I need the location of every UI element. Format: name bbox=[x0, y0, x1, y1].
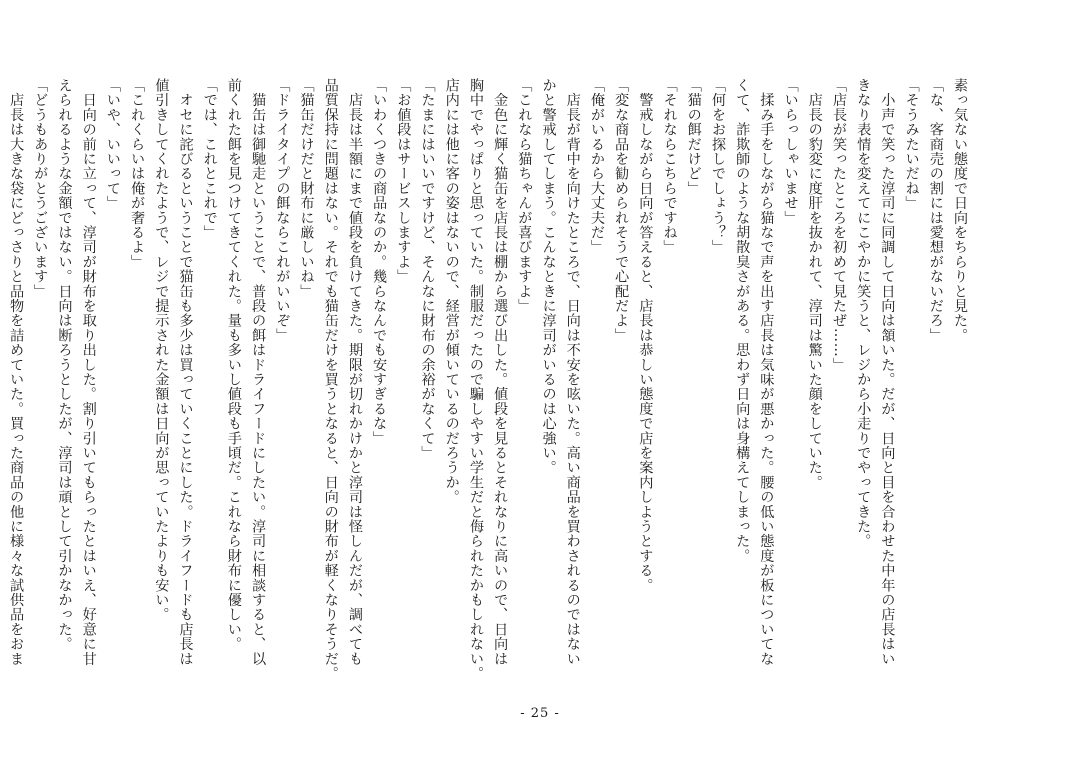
text-line: 「それならこちらですね」 bbox=[661, 78, 678, 255]
text-line: 「猫の餌だけど」 bbox=[685, 78, 702, 196]
text-line: 小声で笑った淳司に同調して日向は頷いた。だが、日向と目を合わせた中年の店長はい bbox=[879, 78, 896, 666]
text-line: 店内には他に客の姿はないので、経営が傾いているのだろうか。 bbox=[443, 78, 460, 505]
text-line: 日向の前に立って、淳司が財布を取り出した。割り引いてもらったとはいえ、好意に甘 bbox=[80, 78, 97, 666]
text-line: くて、詐欺師のような胡散臭さがある。思わず日向は身構えてしまった。 bbox=[734, 78, 751, 564]
text-line: 店長は大きな袋にどっさりと品物を詰めていた。買った商品の他に様々な試供品をおま bbox=[8, 78, 25, 666]
text-line: 店長の豹変に度肝を抜かれて、淳司は驚いた顔をしていた。 bbox=[806, 78, 823, 490]
text-line: 「お値段はサービスしますよ」 bbox=[395, 78, 412, 284]
text-line: 「変な商品を勧められそうで心配だよ」 bbox=[613, 78, 630, 343]
text-line: 「たまにはいいですけど、そんなに財布の余裕がなくて」 bbox=[419, 78, 436, 461]
text-line: 値引きしてくれたようで、レジで提示された金額は日向が思っていたよりも安い。 bbox=[153, 78, 170, 622]
text-line: 胸中でやっぱりと思っていた。制服だったので騙しやすい学生だと侮られたかもしれない。 bbox=[467, 78, 484, 681]
text-line: 素っ気ない態度で日向をちらりと見た。 bbox=[952, 78, 968, 343]
text-line: 前くれた餌を見つけてきてくれた。量も多いし値段も手頃だ。これなら財布に優しい。 bbox=[225, 78, 242, 652]
page-number: - 25 - bbox=[520, 706, 560, 721]
text-line: 「これくらいは俺が奢るよ」 bbox=[129, 78, 146, 270]
text-line: 店長は半額にまで値段を負けてきた。期限が切れかけかと淳司は怪しんだが、調べても bbox=[346, 78, 363, 666]
text-line: 「店長が笑ったところを初めて見たぜ……」 bbox=[830, 78, 847, 372]
text-line: 「猫缶だけだと財布に厳しいね」 bbox=[298, 78, 315, 299]
text-line: 警戒しながら日向が答えると、店長は恭しい態度で店を案内しようとする。 bbox=[637, 78, 654, 593]
text-line: 「では、これとこれで」 bbox=[201, 78, 218, 240]
text-line: 「いらっしゃいませ」 bbox=[782, 78, 799, 225]
text-line: えられるような金額ではない。日向は断ろうとしたが、淳司は頑として引かなかった。 bbox=[56, 78, 73, 652]
text-line: 揉み手をしながら猫なで声を出す店長は気味が悪かった。腰の低い態度が板についてな bbox=[758, 78, 775, 666]
text-line: 「そうみたいだね」 bbox=[903, 78, 920, 211]
text-line: 「ドライタイプの餌ならこれがいいぞ」 bbox=[274, 78, 291, 343]
text-line: 「何をお探しでしょう？」 bbox=[709, 78, 726, 255]
text-line: 店長が背中を向けたところで、日向は不安を呟いた。高い商品を買わされるのではない bbox=[564, 78, 581, 666]
text-line: 「これなら猫ちゃんが喜びますよ」 bbox=[516, 78, 533, 314]
text-line: 「俺がいるから大丈夫だ」 bbox=[588, 78, 605, 255]
text-line: 「どうもありがとうございます」 bbox=[32, 78, 49, 299]
body-text bbox=[8, 78, 972, 706]
text-line: オセに詫びるということで猫缶も多少は買っていくことにした。ドライフードも店長は bbox=[177, 78, 194, 666]
text-line: 「いわくつきの商品なのか。幾らなんでも安すぎるな」 bbox=[371, 78, 388, 446]
text-line: きなり表情を変えてにこやかに笑うと、レジから小走りでやってきた。 bbox=[855, 78, 872, 549]
text-line: 「いや、いいって」 bbox=[104, 78, 121, 211]
text-line: 「な、客商売の割には愛想がないだろ」 bbox=[927, 78, 944, 343]
text-line: 猫缶は御馳走ということで、普段の餌はドライフードにしたい。淳司に相談すると、以 bbox=[250, 78, 267, 666]
text-line: 品質保持に問題はない。それでも猫缶だけを買うとなると、日向の財布が軽くなりそうだ。 bbox=[322, 78, 339, 681]
text-line: かと警戒してしまう。こんなときに淳司がいるのは心強い。 bbox=[540, 78, 557, 475]
text-line: 金色に輝く猫缶を店長は棚から選び出した。値段を見るとそれなりに高いので、日向は bbox=[492, 78, 509, 666]
